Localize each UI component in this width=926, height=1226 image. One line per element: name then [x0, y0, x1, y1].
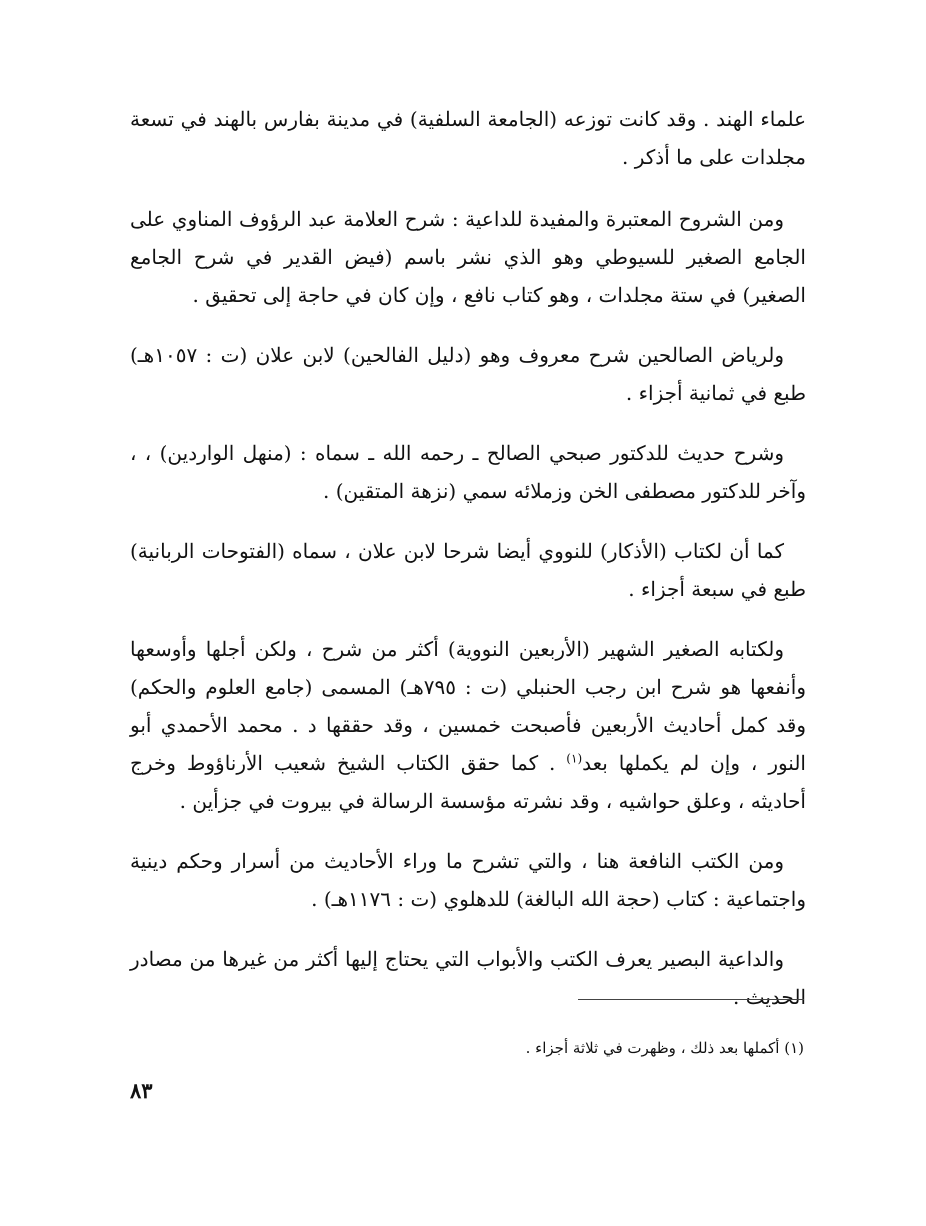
paragraph-6-continuation: . كما حقق الكتاب الشيخ شعيب الأرناؤوط وخرج أحاديثه ، وعلق حواشيه ، وقد نشرته مؤسسة الرسالة في بيروت في جزأين .: [130, 751, 806, 813]
paragraph-3: ولرياض الصالحين شرح معروف وهو (دليل الفالحين) لابن علان (ت : ١٠٥٧هـ) طبع في ثمانية أجزاء .: [130, 343, 806, 405]
paragraph-6-text: ولكتابه الصغير الشهير (الأربعين النووية) أكثر من شرح ، ولكن أجلها وأوسعها وأنفعها هو شرح ابن رجب الحنبلي (ت : ٧٩٥هـ) المسمى (جامع العلوم والحكم) وقد كمل أحاديث الأربعين فأصبحت خمسين ، وقد حققها د . محمد الأحمدي أبو النور ، وإن لم يكملها بعد: [130, 637, 806, 775]
footnote-text: (١) أكملها بعد ذلك ، وظهرت في ثلاثة أجزاء .: [525, 1039, 804, 1057]
paragraph-2: ومن الشروح المعتبرة والمفيدة للداعية : شرح العلامة عبد الرؤوف المناوي على الجامع الصغير للسيوطي وهو الذي نشر باسم (فيض القدير في شرح الجامع الصغير) في ستة مجلدات ، وهو كتاب نافع ، وإن كان في حاجة إلى تحقيق .: [130, 207, 806, 307]
paragraph-4: وشرح حديث للدكتور صبحي الصالح ـ رحمه الله ـ سماه : (منهل الواردين) ، ، وآخر للدكتور مصطفى الخن وزملائه سمي (نزهة المتقين) .: [130, 441, 806, 503]
paragraph-1: علماء الهند . وقد كانت توزعه (الجامعة السلفية) في مدينة بفارس بالهند في تسعة مجلدات على ما أذكر .: [130, 107, 806, 169]
paragraph-5: كما أن لكتاب (الأذكار) للنووي أيضا شرحا لابن علان ، سماه (الفتوحات الربانية) طبع في سبعة أجزاء .: [130, 539, 806, 601]
footnote-divider: [578, 999, 804, 1000]
paragraph-7: ومن الكتب النافعة هنا ، والتي تشرح ما وراء الأحاديث من أسرار وحكم دينية واجتماعية : كتاب (حجة الله البالغة) للدهلوي (ت : ١١٧٦هـ) .: [130, 849, 806, 911]
footnote-reference: (١): [566, 751, 583, 766]
page-body: [130, 100, 806, 1030]
paragraph-8: والداعية البصير يعرف الكتب والأبواب التي يحتاج إليها أكثر من غيرها من مصادر الحديث .: [130, 947, 806, 1009]
page-number: ٨٣: [130, 1078, 153, 1103]
paragraph-6: [130, 630, 806, 820]
